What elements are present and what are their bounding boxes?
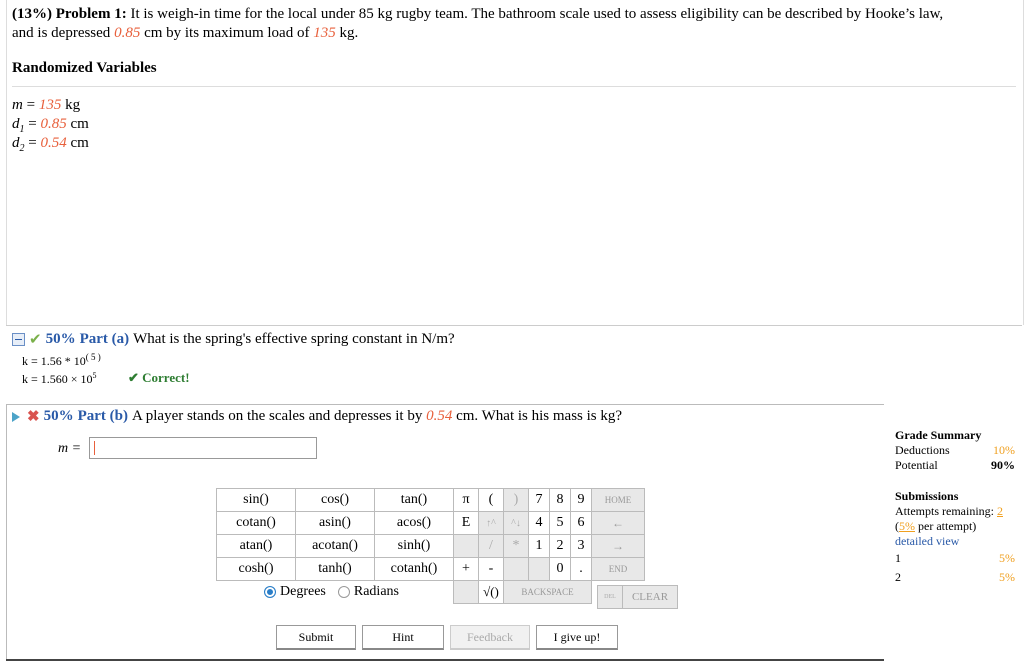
part-a-header <box>12 330 455 349</box>
feedback-button[interactable]: Feedback <box>450 625 530 650</box>
key-sin[interactable]: sin() <box>217 489 296 512</box>
submission-row: 1 5% <box>895 551 1015 565</box>
key-tan[interactable]: tan() <box>375 489 454 512</box>
part-a-question: What is the spring's effective spring constant in N/m? <box>133 331 455 347</box>
key-blank <box>454 581 479 604</box>
deductions-row: Deductions 10% <box>895 443 1015 457</box>
key-atan[interactable]: atan() <box>217 535 296 558</box>
problem-weight: (13%) <box>12 6 52 22</box>
key-asin[interactable]: asin() <box>296 512 375 535</box>
key-minus[interactable]: - <box>479 558 504 581</box>
key-open-paren[interactable]: ( <box>479 489 504 512</box>
potential-row: Potential 90% <box>895 458 1015 472</box>
key-sinh[interactable]: sinh() <box>375 535 454 558</box>
part-b-header <box>12 407 622 426</box>
key-cotanh[interactable]: cotanh() <box>375 558 454 581</box>
key-pi[interactable]: π <box>454 489 479 512</box>
per-attempt: (5% per attempt) <box>895 519 977 533</box>
grade-summary <box>895 428 1015 585</box>
grade-summary-title: Grade Summary <box>895 428 982 442</box>
part-a-label: Part (a) <box>79 331 130 347</box>
randomized-variables-title: Randomized Variables <box>12 60 157 76</box>
key-left-arrow[interactable]: ← <box>592 512 645 535</box>
key-divide[interactable]: / <box>479 535 504 558</box>
radians-label: Radians <box>353 584 399 599</box>
divider <box>12 86 1016 87</box>
key-e[interactable]: E <box>454 512 479 535</box>
key-blank <box>504 558 529 581</box>
answer-var-label: m = <box>58 441 82 456</box>
key-cotan[interactable]: cotan() <box>217 512 296 535</box>
key-superscript-up[interactable]: ↑^ <box>479 512 504 535</box>
key-9[interactable]: 9 <box>571 489 592 512</box>
key-7[interactable]: 7 <box>529 489 550 512</box>
key-4[interactable]: 4 <box>529 512 550 535</box>
attempts-remaining: Attempts remaining: 2 <box>895 504 1003 518</box>
key-cosh[interactable]: cosh() <box>217 558 296 581</box>
variable-m: m = 135 kg <box>12 97 81 113</box>
part-a-pct: 50% <box>45 331 76 347</box>
submit-button[interactable]: Submit <box>276 625 356 650</box>
key-plus[interactable]: + <box>454 558 479 581</box>
key-tanh[interactable]: tanh() <box>296 558 375 581</box>
problem-statement <box>12 5 1017 43</box>
wrong-x-icon: ✖ <box>27 409 40 425</box>
key-backspace[interactable]: BACKSPACE <box>504 581 592 604</box>
key-acos[interactable]: acos() <box>375 512 454 535</box>
correct-status: ✔ Correct! <box>128 370 190 385</box>
detailed-view-link[interactable]: detailed view <box>895 534 960 548</box>
variable-d2: $d_2 = 0.54$ cm <box>12 135 89 154</box>
part-b-label: Part (b) <box>77 408 128 424</box>
part-b-pct: 50% <box>43 408 74 424</box>
problem-text-line2c: kg. <box>335 25 359 41</box>
key-multiply[interactable]: * <box>504 535 529 558</box>
part-a-answer-rendered: $k = 1.560 \times 10^5$ <box>22 371 97 386</box>
check-icon: ✔ <box>29 332 42 348</box>
text-cursor <box>94 441 95 455</box>
divider <box>6 325 1022 326</box>
hint-button[interactable]: Hint <box>362 625 444 650</box>
variable-d1: $d_1 = 0.85$ cm <box>12 116 89 135</box>
problem-label: Problem 1: <box>55 6 127 22</box>
part-a-answer-input: $k = 1.56 * 10^{( 5 )}$ <box>22 352 101 368</box>
answer-input[interactable] <box>89 437 317 459</box>
degrees-label: Degrees <box>280 584 326 599</box>
problem-text-line1: It is weigh-in time for the local under 85 kg rugby team. The bathroom scale used to assess eligibility can be described by Hooke’s law, <box>130 6 944 22</box>
problem-mload: 135 <box>313 25 336 41</box>
key-0[interactable]: 0 <box>550 558 571 581</box>
angle-mode <box>264 584 399 600</box>
key-right-arrow[interactable]: → <box>592 535 645 558</box>
problem-panel <box>6 0 1024 325</box>
problem-text-line2b: cm by its maximum load of <box>140 25 314 41</box>
key-blank <box>529 558 550 581</box>
problem-text-line2a: and is depressed <box>12 25 115 41</box>
key-3[interactable]: 3 <box>571 535 592 558</box>
collapse-icon[interactable] <box>12 333 25 346</box>
key-home[interactable]: HOME <box>592 489 645 512</box>
key-superscript-down[interactable]: ^↓ <box>504 512 529 535</box>
part-b-question: A player stands on the scales and depresses it by 0.54 cm. What is his mass is kg? <box>131 408 623 424</box>
key-1[interactable]: 1 <box>529 535 550 558</box>
key-del[interactable]: DEL <box>597 585 623 609</box>
key-dot[interactable]: . <box>571 558 592 581</box>
expand-arrow-icon[interactable] <box>12 412 20 422</box>
key-blank <box>454 535 479 558</box>
submissions-title: Submissions <box>895 489 959 503</box>
key-acotan[interactable]: acotan() <box>296 535 375 558</box>
problem-d1: 0.85 <box>114 25 141 41</box>
key-2[interactable]: 2 <box>550 535 571 558</box>
key-cos[interactable]: cos() <box>296 489 375 512</box>
key-clear[interactable]: CLEAR <box>622 585 678 609</box>
radians-radio[interactable] <box>338 586 350 598</box>
key-5[interactable]: 5 <box>550 512 571 535</box>
key-sqrt[interactable]: √() <box>479 581 504 604</box>
key-close-paren[interactable]: ) <box>504 489 529 512</box>
key-6[interactable]: 6 <box>571 512 592 535</box>
submission-row: 2 5% <box>895 570 1015 584</box>
key-8[interactable]: 8 <box>550 489 571 512</box>
give-up-button[interactable]: I give up! <box>536 625 618 650</box>
degrees-radio[interactable] <box>264 586 276 598</box>
divider <box>6 659 884 661</box>
key-end[interactable]: END <box>592 558 645 581</box>
